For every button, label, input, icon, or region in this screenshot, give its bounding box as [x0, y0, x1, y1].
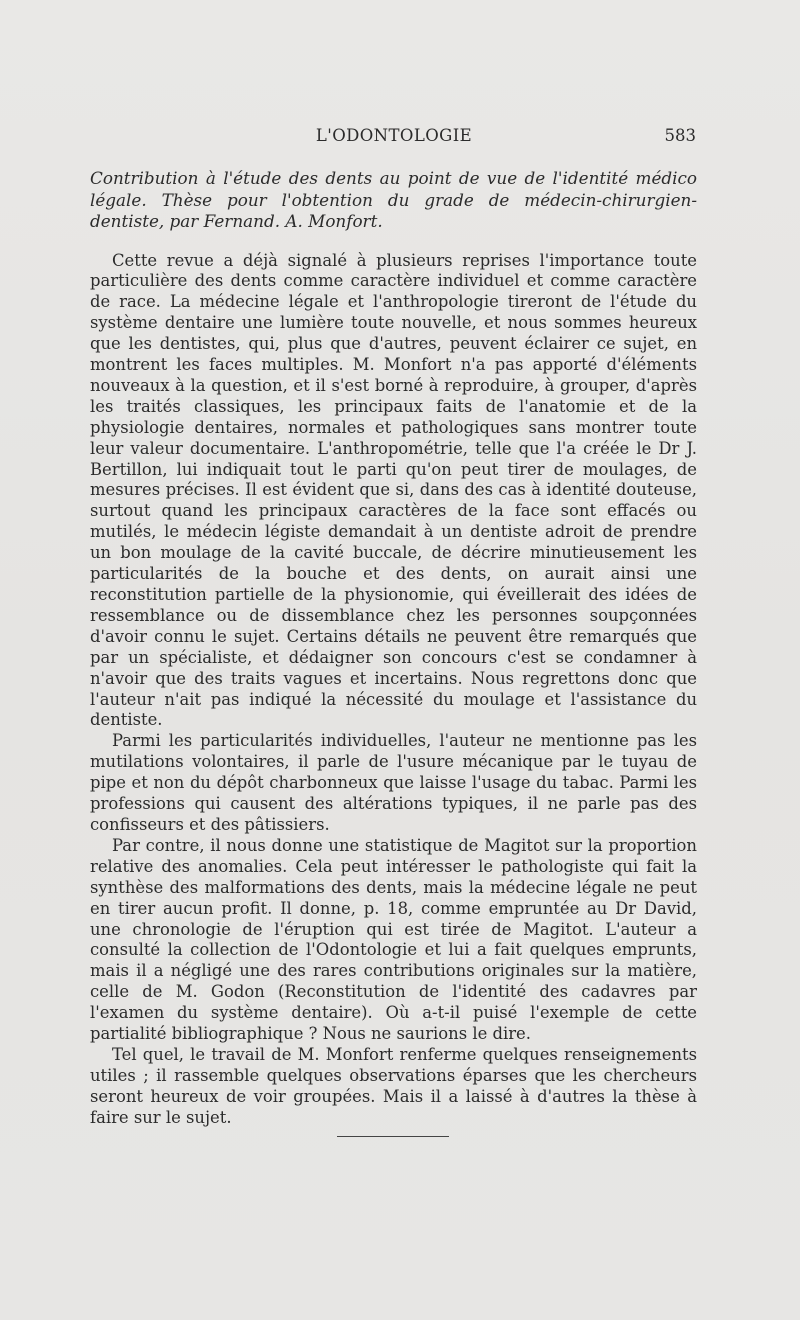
- article-title: Contribution à l'étude des dents au point de vue de l'identité médico légale. Thèse pour l'obtention du grade de médecin-chirurgien-dentiste, par Fernand. A. Monfort.: [90, 168, 697, 231]
- running-head: L'ODONTOLOGIE: [315, 126, 473, 145]
- paragraph-2: Parmi les particularités individuelles, l'auteur ne mentionne pas les mutilations volontaires, il parle de l'usure mécanique par le tuyau de pipe et non du dépôt charbonneux que laisse l'usage du tabac. Parmi les professions qui causent des altérations typiques, il ne parle pas des confisseurs et des pâtissiers.: [90, 731, 697, 834]
- paragraph-3: Par contre, il nous donne une statistique de Magitot sur la proportion relative des anomalies. Cela peut intéresser le pathologiste qui fait la synthèse des malformations des dents, mais la médecine légale ne peut en tirer aucun profit. Il donne, p. 18, comme empruntée au Dr David, une chronologie de l'éruption qui est tirée de Magitot. L'auteur a consulté la collection de l'Odontologie et lui a fait quelques emprunts, mais il a négligé une des rares contributions originales sur la matière, celle de M. Godon (Reconstitution de l'identité des cadavres par l'examen du système dentaire). Où a-t-il puisé l'exemple de cette partialité bibliographique ? Nous ne saurions le dire.: [90, 835, 697, 1044]
- article: [90, 168, 697, 1129]
- closing-rule: [337, 1136, 449, 1137]
- paragraph-4: Tel quel, le travail de M. Monfort renferme quelques renseignements utiles ; il rassemble quelques observations éparses que les chercheurs seront heureux de voir groupées. Mais il a laissé à d'autres la thèse à faire sur le sujet.: [90, 1044, 697, 1127]
- paragraph-1: Cette revue a déjà signalé à plusieurs reprises l'importance toute particulière des dents comme caractère individuel et comme caractère de race. La médecine légale et l'anthropologie tireront de l'étude du système dentaire une lumière toute nouvelle, et nous sommes heureux que les dentistes, qui, plus que d'autres, peuvent éclairer ce sujet, en montrent les faces multiples. M. Monfort n'a pas apporté d'éléments nouveaux à la question, et il s'est borné à reproduire, à grouper, d'après les traités classiques, les principaux faits de l'anatomie et de la physiologie dentaires, normales et pathologiques sans montrer toute leur valeur documentaire. L'anthropométrie, telle que l'a créée le Dr J. Bertillon, lui indiquait tout le parti qu'on peut tirer de moulages, de mesures précises. Il est évident que si, dans des cas à identité douteuse, surtout quand les principaux caractères de la face sont effacés ou mutilés, le médecin légiste demandait à un dentiste adroit de prendre un bon moulage de la cavité buccale, de décrire minutieusement les particularités de la bouche et des dents, on aurait ainsi une reconstitution partielle de la physionomie, qui éveillerait des idées de ressemblance ou de dissemblance chez les personnes soupçonnées d'avoir connu le sujet. Certains détails ne peuvent être remarqués que par un spécialiste, et dédaigner son concours c'est se condamner à n'avoir que des traits vagues et incertains. Nous regrettons donc que l'auteur n'ait pas indiqué la nécessité du moulage et l'assistance du dentiste.: [90, 250, 697, 730]
- page-header: [92, 126, 696, 150]
- page-number: 583: [664, 126, 696, 145]
